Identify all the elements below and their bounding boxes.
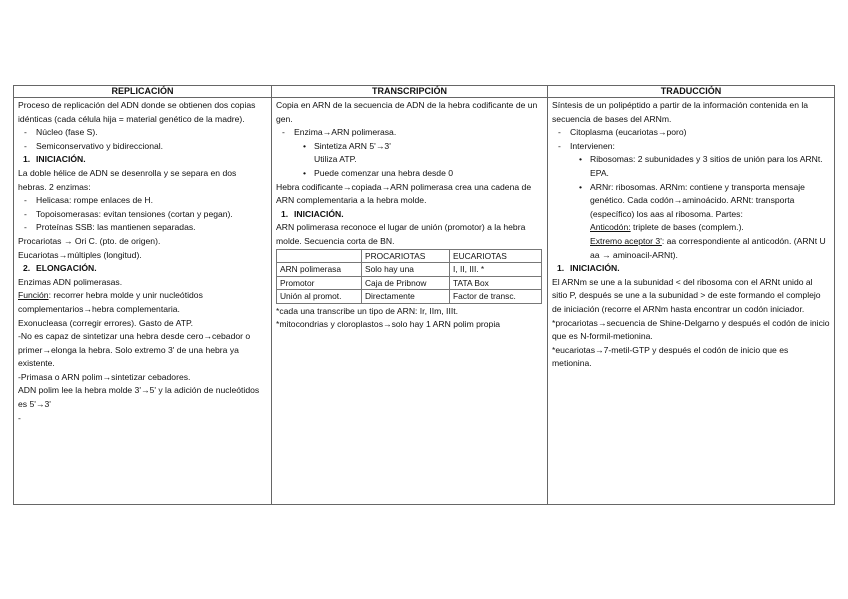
sub-table-cell: ARN polimerasa xyxy=(277,263,362,277)
underlined-term: Extremo aceptor 3' xyxy=(590,235,662,246)
paragraph-text: : recorrer hebra molde y unir nucleótidos complementarios→hebra complementaria. xyxy=(18,290,203,314)
bullet-item: - Núcleo (fase S). xyxy=(18,126,267,140)
paragraph: Copia en ARN de la secuencia de ADN de la hebra codificante de un gen. xyxy=(276,100,538,124)
sub-table-cell: TATA Box xyxy=(450,276,542,290)
paragraph: Hebra codificante→copiada→ARN polimerasa crea una cadena de ARN complementaria a la hebra molde. xyxy=(276,181,532,206)
paragraph: -Primasa o ARN polim→sintetizar cebadores. xyxy=(18,371,191,382)
sub-table-cell: PROCARIOTAS xyxy=(362,249,450,263)
bullet-item: - Citoplasma (eucariotas→poro) xyxy=(552,126,830,140)
transcripcion-column xyxy=(272,98,548,505)
paragraph: El ARNm se une a la subunidad < del ribosoma con el ARNt unido al sitio P, después se une a la subunidad > de este formando el complejo de iniciación (recorre el ARNm hasta encontrar un codón iniciador. xyxy=(552,276,821,314)
paragraph: Síntesis de un polipéptido a partir de la información contenida en la secuencia de bases del ARNm. xyxy=(552,100,809,124)
header-row xyxy=(14,86,835,98)
section-heading: 2. ELONGACIÓN. xyxy=(23,263,97,274)
sub-bullet-continuation xyxy=(552,235,830,262)
traduccion-column xyxy=(548,98,835,505)
header-traduccion: TRADUCCIÓN xyxy=(548,86,835,98)
underlined-term: Anticodón: xyxy=(590,222,631,233)
heading-text: ELONGACIÓN. xyxy=(36,263,97,274)
paragraph xyxy=(18,289,267,316)
sub-table-cell: Solo hay una xyxy=(362,263,450,277)
footnote: *cada una transcribe un tipo de ARN: Ir, IIm, IIIt. xyxy=(276,305,458,316)
paragraph: Eucariotas→múltiples (longitud). xyxy=(18,249,142,260)
header-transcripcion: TRANSCRIPCIÓN xyxy=(272,86,548,98)
comparison-table xyxy=(13,85,835,505)
sub-table-cell: Unión al promot. xyxy=(277,290,362,304)
bullet-item: - Proteínas SSB: las mantienen separadas. xyxy=(18,221,267,235)
paragraph: ARN polimerasa reconoce el lugar de unión (promotor) a la hebra molde. Secuencia corta de BN. xyxy=(276,222,526,246)
sub-bullet-item: • ARNr: ribosomas. ARNm: contiene y transporta mensaje genético. Cada codón→aminoácido. ARNt: transporta (específico) los aas al ribosoma. Partes: xyxy=(552,181,830,222)
underlined-term: Función xyxy=(18,290,49,301)
paragraph-text: : aa correspondiente al anticodón. (ARNt U aa → aminoacil-ARNt). xyxy=(590,235,826,260)
sub-bullet-item: • Sintetiza ARN 5'→3' xyxy=(276,140,543,154)
bullet-item: - Helicasa: rompe enlaces de H. xyxy=(18,194,267,208)
sub-bullet-continuation xyxy=(552,221,830,235)
replicacion-column xyxy=(14,98,272,505)
section-heading: 1. INICIACIÓN. xyxy=(281,208,344,219)
paragraph: *eucariotas→7-metil-GTP y después el codón de inicio que es metionina. xyxy=(552,344,789,369)
heading-text: INICIACIÓN. xyxy=(294,208,344,219)
sub-table-cell: EUCARIOTAS xyxy=(450,249,542,263)
paragraph: Procariotas → Ori C. (pto. de origen). xyxy=(18,235,161,246)
sub-bullet-continuation: Utiliza ATP. xyxy=(314,154,357,165)
paragraph: *procariotas→secuencia de Shine-Delgarno y después el codón de inicio que es N-formil-metionina. xyxy=(552,317,830,342)
header-replicacion: REPLICACIÓN xyxy=(14,86,272,98)
sub-table-row xyxy=(277,276,542,290)
paragraph-text: triplete de bases (complem.). xyxy=(630,222,744,233)
sub-bullet-item: • Ribosomas: 2 subunidades y 3 sitios de unión para los ARNt. EPA. xyxy=(552,153,830,180)
bullet-item: - Semiconservativo y bidireccional. xyxy=(18,140,267,154)
paragraph: - xyxy=(18,412,21,423)
paragraph: Proceso de replicación del ADN donde se obtienen dos copias idénticas (cada célula hija = material genético de la madre). xyxy=(18,100,256,124)
section-heading: 1. INICIACIÓN. xyxy=(557,263,620,274)
polymerase-comparison-table xyxy=(276,249,542,304)
sub-table-cell xyxy=(277,249,362,263)
sub-table-cell: Caja de Pribnow xyxy=(362,276,450,290)
heading-text: INICIACIÓN. xyxy=(570,263,620,274)
heading-text: INICIACIÓN. xyxy=(36,154,86,165)
section-heading: 1. INICIACIÓN. xyxy=(23,154,86,165)
bullet-item: - Enzima→ARN polimerasa. xyxy=(276,126,543,140)
paragraph: Exonucleasa (corregir errores). Gasto de ATP. xyxy=(18,317,193,328)
sub-table-row xyxy=(277,290,542,304)
paragraph: -No es capaz de sintetizar una hebra desde cero→cebador o primer→elonga la hebra. Solo extremo 3' de una hebra ya existente. xyxy=(18,331,251,369)
paragraph: La doble hélice de ADN se desenrolla y se separa en dos hebras. 2 enzimas: xyxy=(18,167,237,192)
sub-table-cell: Directamente xyxy=(362,290,450,304)
sub-bullet-item: • Puede comenzar una hebra desde 0 xyxy=(276,167,543,181)
document-page xyxy=(13,85,834,505)
sub-table-row xyxy=(277,263,542,277)
bullet-item: - Topoisomerasas: evitan tensiones (cortan y pegan). xyxy=(18,208,267,222)
paragraph: ADN polim lee la hebra molde 3'→5' y la adición de nucleótidos es 5'→3' xyxy=(18,385,260,410)
sub-table-cell: Factor de transc. xyxy=(450,290,542,304)
footnote: *mitocondrias y cloroplastos→solo hay 1 ARN polim propia xyxy=(276,319,501,330)
sub-table-cell: I, II, III. * xyxy=(450,263,542,277)
sub-table-header xyxy=(277,249,542,263)
content-row xyxy=(14,98,835,505)
paragraph: Enzimas ADN polimerasas. xyxy=(18,276,123,287)
sub-table-cell: Promotor xyxy=(277,276,362,290)
bullet-item: - Intervienen: xyxy=(552,140,830,154)
